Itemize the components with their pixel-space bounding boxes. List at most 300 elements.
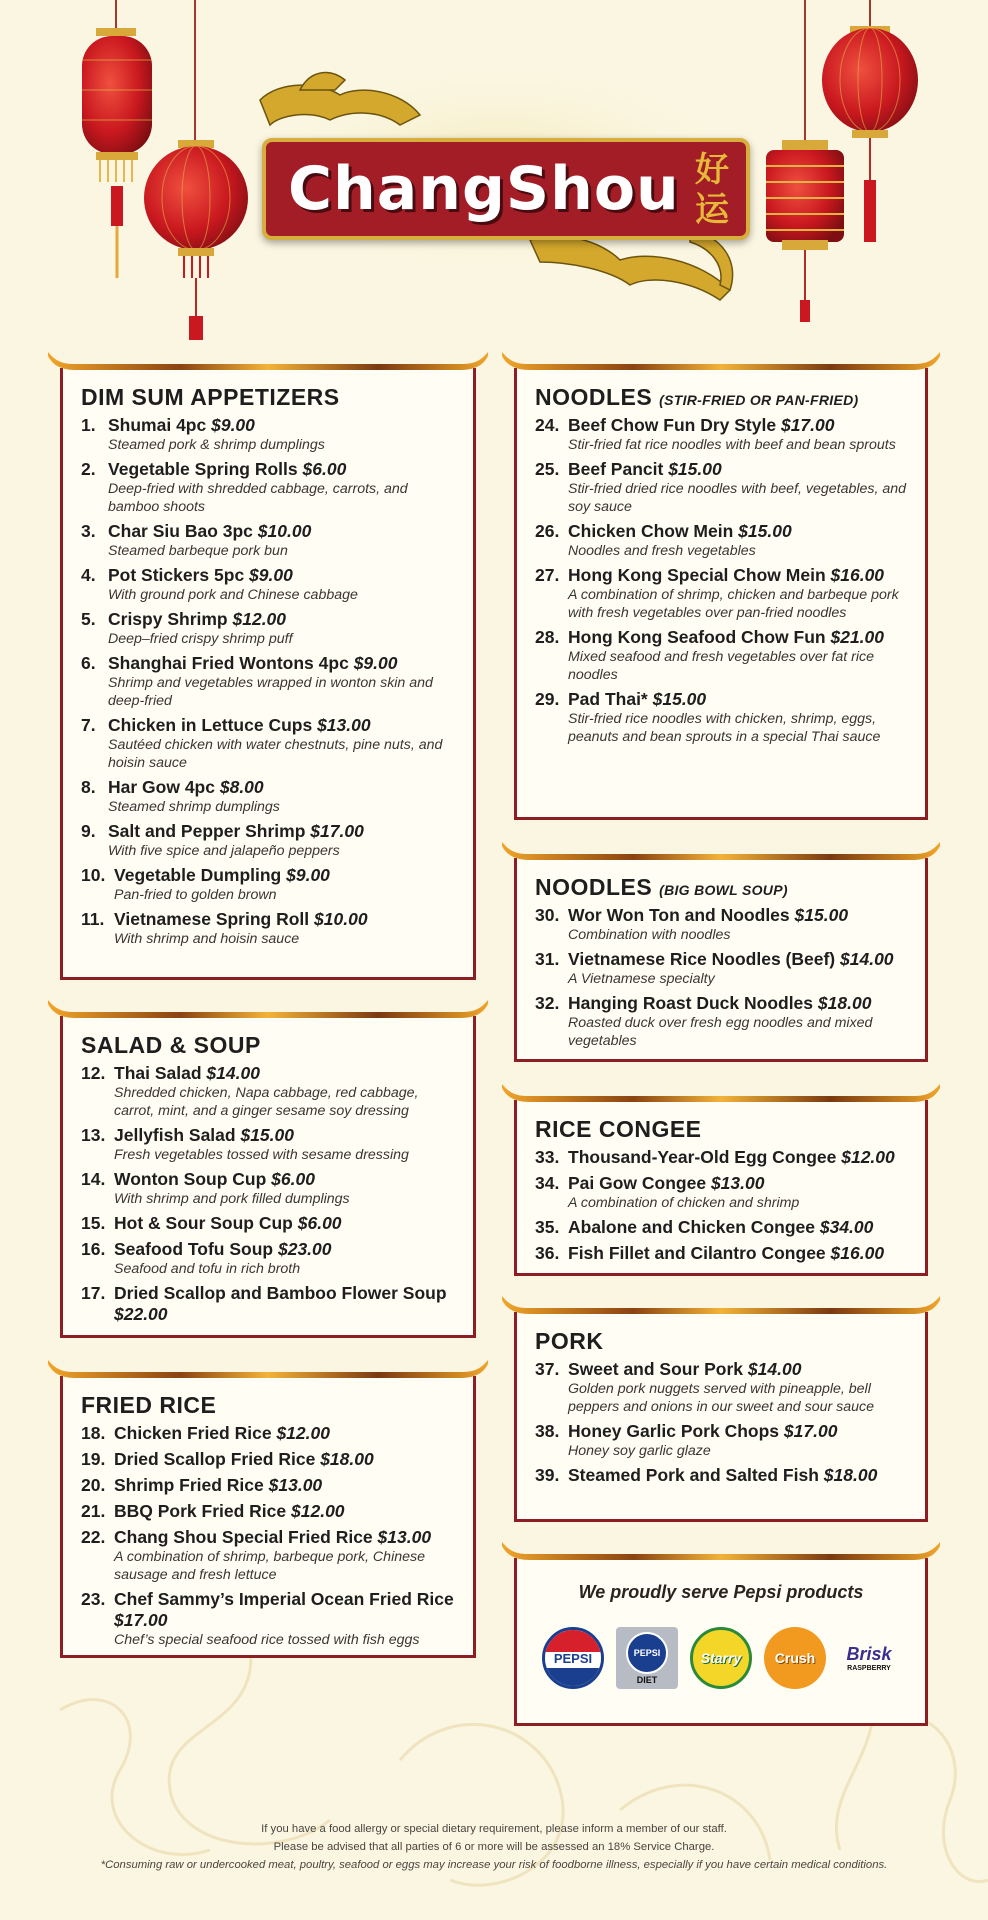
menu-item-name: Hong Kong Seafood Chow Fun xyxy=(568,627,826,647)
menu-item-number: 12. xyxy=(81,1063,106,1083)
menu-item-body xyxy=(108,415,457,454)
menu-item-title xyxy=(108,459,457,480)
menu-item xyxy=(81,1169,457,1208)
pepsi-title: We proudly serve Pepsi products xyxy=(578,1582,864,1602)
menu-item-description: Sautéed chicken with water chestnuts, pine nuts, and hoisin sauce xyxy=(108,737,443,771)
menu-item-number: 36. xyxy=(535,1243,560,1263)
menu-item-number: 14. xyxy=(81,1169,106,1189)
menu-item xyxy=(81,415,457,454)
roof-decoration xyxy=(502,348,940,370)
menu-item-name: Vegetable Dumpling xyxy=(114,865,282,885)
menu-item-name: Char Siu Bao 3pc xyxy=(108,521,253,541)
menu-item-name: Chicken Fried Rice xyxy=(114,1423,272,1443)
menu-item-body xyxy=(114,909,457,948)
menu-item xyxy=(81,1527,457,1584)
menu-item-title xyxy=(114,1213,457,1234)
menu-item-title xyxy=(568,521,909,542)
menu-item xyxy=(81,459,457,516)
menu-item-title xyxy=(114,909,457,930)
menu-item xyxy=(81,865,457,904)
menu-item-price: $15.00 xyxy=(668,459,722,479)
menu-item xyxy=(81,909,457,948)
menu-item-title xyxy=(114,1283,457,1325)
menu-item-name: Chicken in Lettuce Cups xyxy=(108,715,313,735)
menu-item-name: Salt and Pepper Shrimp xyxy=(108,821,306,841)
menu-item-description: Shrimp and vegetables wrapped in wonton skin and deep-fried xyxy=(108,675,433,709)
menu-item-price: $17.00 xyxy=(114,1610,168,1630)
menu-item-title xyxy=(108,565,457,586)
menu-item-title xyxy=(108,715,457,736)
menu-item-title xyxy=(114,1449,457,1470)
menu-item-number: 13. xyxy=(81,1125,106,1145)
menu-item-title xyxy=(114,1501,457,1522)
menu-item xyxy=(535,627,909,684)
roof-decoration xyxy=(48,348,488,370)
menu-item-name: Vegetable Spring Rolls xyxy=(108,459,298,479)
menu-item-number: 11. xyxy=(81,909,105,929)
menu-item-description: A Vietnamese specialty xyxy=(568,971,715,987)
menu-item-description: Mixed seafood and fresh vegetables over fat rice noodles xyxy=(568,649,874,683)
roof-decoration xyxy=(502,1538,940,1560)
menu-item-number: 26. xyxy=(535,521,560,541)
menu-item-body xyxy=(568,1147,909,1168)
menu-item-number: 8. xyxy=(81,777,96,797)
menu-item-price: $13.00 xyxy=(710,1173,765,1193)
menu-item-description: Roasted duck over fresh egg noodles and mixed vegetables xyxy=(568,1015,873,1049)
menu-item xyxy=(535,905,909,944)
menu-item-title xyxy=(114,1169,457,1190)
menu-item-price: $15.00 xyxy=(738,521,792,541)
menu-item-number: 28. xyxy=(535,627,560,647)
menu-item-price: $10.00 xyxy=(257,521,312,541)
menu-item-name: Pad Thai* xyxy=(568,689,648,709)
menu-item-number: 23. xyxy=(81,1589,106,1609)
menu-item-number: 37. xyxy=(535,1359,560,1379)
menu-item-price: $9.00 xyxy=(353,653,398,673)
section-pork xyxy=(514,1312,928,1522)
menu-item-name: Shumai 4pc xyxy=(108,415,207,435)
menu-item-description: Deep–fried crispy shrimp puff xyxy=(108,631,293,647)
menu-item-number: 29. xyxy=(535,689,560,709)
menu-item-body xyxy=(108,609,457,648)
menu-item-body xyxy=(568,949,909,988)
menu-item-description: With five spice and jalapeño peppers xyxy=(108,843,340,859)
menu-item-price: $18.00 xyxy=(320,1449,374,1469)
menu-item-description: With shrimp and pork filled dumplings xyxy=(114,1191,350,1207)
section-title xyxy=(535,874,909,901)
menu-item-body xyxy=(108,715,457,772)
menu-item-price: $16.00 xyxy=(830,1243,885,1263)
menu-item-name: Shanghai Fried Wontons 4pc xyxy=(108,653,349,673)
menu-item-title xyxy=(114,1589,457,1631)
menu-item-body xyxy=(568,1217,909,1238)
menu-item-body xyxy=(568,905,909,944)
menu-item-price: $6.00 xyxy=(271,1169,315,1189)
menu-item xyxy=(535,1465,909,1486)
menu-item xyxy=(535,521,909,560)
menu-item-title xyxy=(568,1147,909,1168)
menu-item-title xyxy=(114,1125,457,1146)
section-fried-rice xyxy=(60,1376,476,1658)
menu-item-number: 17. xyxy=(81,1283,106,1303)
menu-item-name: Pai Gow Congee xyxy=(568,1173,707,1193)
menu-item-number: 5. xyxy=(81,609,96,629)
menu-item-name: Jellyfish Salad xyxy=(114,1125,236,1145)
menu-item-body xyxy=(114,1527,457,1584)
diet-pepsi-logo-label: PEPSI xyxy=(633,1647,661,1658)
menu-item xyxy=(81,1475,457,1496)
menu-item xyxy=(81,715,457,772)
menu-item-price: $6.00 xyxy=(302,459,347,479)
menu-item xyxy=(535,565,909,622)
menu-item-body xyxy=(568,1243,909,1264)
menu-item-description: A combination of shrimp, barbeque pork, Chinese sausage and fresh lettuce xyxy=(114,1549,425,1583)
menu-item-number: 32. xyxy=(535,993,560,1013)
menu-item-body xyxy=(568,415,909,454)
menu-item-description: Steamed barbeque pork bun xyxy=(108,543,288,559)
menu-item-description: Golden pork nuggets served with pineapple, bell peppers and onions in our sweet and sour sauce xyxy=(568,1381,875,1415)
menu-item-price: $17.00 xyxy=(310,821,364,841)
section-title-main: NOODLES xyxy=(535,384,653,410)
menu-item-name: Sweet and Sour Pork xyxy=(568,1359,744,1379)
menu-item xyxy=(535,1147,909,1168)
pepsi-logo xyxy=(542,1627,604,1689)
menu-item-description: Stir-fried rice noodles with chicken, shrimp, eggs, peanuts and bean sprouts in a special Thai sauce xyxy=(568,711,881,745)
menu-item-name: Dried Scallop and Bamboo Flower Soup xyxy=(114,1283,447,1303)
section-subtitle: (BIG BOWL SOUP) xyxy=(659,882,788,898)
menu-item-body xyxy=(568,1465,909,1486)
menu-item xyxy=(81,1423,457,1444)
menu-item-name: Hanging Roast Duck Noodles xyxy=(568,993,814,1013)
menu-item-name: Pot Stickers 5pc xyxy=(108,565,245,585)
section-title: RICE CONGEE xyxy=(535,1116,702,1142)
section-title: SALAD & SOUP xyxy=(81,1032,261,1058)
menu-item-number: 2. xyxy=(81,459,96,479)
menu-item-body xyxy=(568,993,909,1050)
menu-item-number: 4. xyxy=(81,565,96,585)
menu-item-body xyxy=(114,1283,457,1325)
menu-item-title xyxy=(568,689,909,710)
menu-item xyxy=(535,1359,909,1416)
menu-item-price: $14.00 xyxy=(840,949,894,969)
menu-item xyxy=(81,777,457,816)
menu-item xyxy=(535,1421,909,1460)
menu-item-price: $15.00 xyxy=(652,689,707,709)
menu-item-title xyxy=(568,627,909,648)
menu-item-body xyxy=(108,521,457,560)
menu-item-title xyxy=(568,1217,909,1238)
menu-item xyxy=(535,689,909,746)
menu-item-title xyxy=(108,521,457,542)
menu-item xyxy=(81,821,457,860)
menu-item-number: 31. xyxy=(535,949,560,969)
menu-item-price: $12.00 xyxy=(232,609,287,629)
menu-item-number: 3. xyxy=(81,521,96,541)
lantern-icon xyxy=(82,28,152,278)
menu-item-description: Steamed pork & shrimp dumplings xyxy=(108,437,325,453)
menu-item-body xyxy=(114,1063,457,1120)
menu-item-price: $14.00 xyxy=(206,1063,260,1083)
menu-item-price: $10.00 xyxy=(314,909,368,929)
menu-item-body xyxy=(568,521,909,560)
menu-item xyxy=(535,949,909,988)
menu-item-price: $9.00 xyxy=(211,415,255,435)
menu-item-name: Thai Salad xyxy=(114,1063,202,1083)
menu-item-description: Fresh vegetables tossed with sesame dressing xyxy=(114,1147,409,1163)
crush-logo-label: Crush xyxy=(774,1650,816,1666)
menu-item-number: 15. xyxy=(81,1213,106,1233)
menu-item-number: 21. xyxy=(81,1501,106,1521)
menu-item-name: Wor Won Ton and Noodles xyxy=(568,905,790,925)
menu-item-body xyxy=(114,1213,457,1234)
menu-item-name: Hot & Sour Soup Cup xyxy=(114,1213,293,1233)
brand-logos xyxy=(517,1627,925,1689)
menu-item-title xyxy=(108,415,457,436)
footer-disclaimer xyxy=(0,1820,988,1874)
menu-item-name: Chicken Chow Mein xyxy=(568,521,734,541)
allergy-notice: If you have a food allergy or special dietary requirement, please inform a member of our staff. xyxy=(261,1823,727,1835)
menu-item xyxy=(535,1173,909,1212)
menu-item-price: $6.00 xyxy=(297,1213,342,1233)
menu-item-title xyxy=(108,653,457,674)
menu-item-number: 1. xyxy=(81,415,96,435)
menu-item-description: With shrimp and hoisin sauce xyxy=(114,931,300,947)
menu-item-price: $8.00 xyxy=(219,777,264,797)
menu-item-price: $23.00 xyxy=(277,1239,332,1259)
roof-decoration xyxy=(502,1080,940,1102)
diet-pepsi-sub-label: DIET xyxy=(636,1674,658,1685)
restaurant-logo xyxy=(262,138,750,240)
menu-item xyxy=(81,1501,457,1522)
menu-item-name: Dried Scallop Fried Rice xyxy=(114,1449,316,1469)
menu-item-number: 24. xyxy=(535,415,560,435)
menu-item-price: $9.00 xyxy=(286,865,330,885)
menu-item-description: Pan-fried to golden brown xyxy=(114,887,277,903)
menu-item xyxy=(81,1125,457,1164)
menu-item-body xyxy=(568,565,909,622)
roof-decoration xyxy=(48,1356,488,1378)
menu-item-title xyxy=(568,1465,909,1486)
menu-item-price: $34.00 xyxy=(819,1217,874,1237)
menu-item-title xyxy=(568,1421,909,1442)
lantern-icon xyxy=(144,140,248,340)
menu-item xyxy=(535,1243,909,1264)
section-title xyxy=(535,384,909,411)
menu-item-description: Deep-fried with shredded cabbage, carrots, and bamboo shoots xyxy=(108,481,408,515)
menu-item-body xyxy=(108,821,457,860)
section-title: DIM SUM APPETIZERS xyxy=(81,384,340,410)
menu-item-price: $22.00 xyxy=(114,1304,168,1324)
menu-item-description: Steamed shrimp dumplings xyxy=(108,799,280,815)
menu-item xyxy=(81,1449,457,1470)
roof-decoration xyxy=(48,996,488,1018)
menu-item-body xyxy=(568,1173,909,1212)
menu-item-number: 27. xyxy=(535,565,560,585)
roof-decoration xyxy=(502,838,940,860)
menu-item xyxy=(81,609,457,648)
section-noodles-fried xyxy=(514,368,928,820)
section-rice-congee xyxy=(514,1100,928,1276)
logo-chinese-characters: 好运 xyxy=(695,150,729,230)
menu-item-name: Honey Garlic Pork Chops xyxy=(568,1421,780,1441)
menu-item-body xyxy=(568,689,909,746)
menu-item-name: Har Gow 4pc xyxy=(108,777,215,797)
menu-item-number: 34. xyxy=(535,1173,560,1193)
menu-item-title xyxy=(114,1239,457,1260)
menu-item-number: 30. xyxy=(535,905,560,925)
header xyxy=(0,0,988,340)
menu-item xyxy=(81,565,457,604)
menu-item-title xyxy=(108,821,457,842)
menu-item-price: $12.00 xyxy=(276,1423,330,1443)
menu-item xyxy=(81,1283,457,1325)
brisk-sub-label: RASPBERRY xyxy=(847,1665,891,1672)
menu-item-body xyxy=(568,459,909,516)
section-title-main: NOODLES xyxy=(535,874,653,900)
menu-item-body xyxy=(568,627,909,684)
menu-item xyxy=(81,1213,457,1234)
menu-item-price: $17.00 xyxy=(783,1421,838,1441)
menu-item-price: $13.00 xyxy=(317,715,371,735)
menu-item-number: 9. xyxy=(81,821,96,841)
menu-item-body xyxy=(114,1501,457,1522)
brisk-logo xyxy=(838,1627,900,1689)
menu-item-title xyxy=(568,993,909,1014)
section-title: PORK xyxy=(535,1328,604,1354)
menu-item-title xyxy=(108,777,457,798)
menu-item-title xyxy=(568,565,909,586)
menu-item-body xyxy=(568,1421,909,1460)
menu-item-title xyxy=(114,1527,457,1548)
menu-item-body xyxy=(114,1239,457,1278)
menu-item-description: Shredded chicken, Napa cabbage, red cabbage, carrot, mint, and a ginger sesame soy dressing xyxy=(114,1085,419,1119)
menu-item-title xyxy=(568,949,909,970)
menu-item-number: 38. xyxy=(535,1421,560,1441)
consumption-warning: *Consuming raw or undercooked meat, poultry, seafood or eggs may increase your risk of foodborne illness, especially if you have certain medical conditions. xyxy=(100,1859,888,1871)
menu-item-description: Seafood and tofu in rich broth xyxy=(114,1261,301,1277)
menu-item-title xyxy=(108,609,457,630)
menu-item-number: 39. xyxy=(535,1465,560,1485)
menu-item-name: Hong Kong Special Chow Mein xyxy=(568,565,826,585)
menu-item-name: Chang Shou Special Fried Rice xyxy=(114,1527,373,1547)
menu-item-body xyxy=(108,459,457,516)
menu-item-title xyxy=(114,1423,457,1444)
menu-item-title xyxy=(114,1063,457,1084)
pepsi-logo-label: PEPSI xyxy=(553,1650,593,1666)
menu-item-name: Beef Chow Fun Dry Style xyxy=(568,415,777,435)
brisk-logo-label: Brisk xyxy=(846,1644,892,1664)
menu-item-title xyxy=(568,1359,909,1380)
menu-item-number: 10. xyxy=(81,865,106,885)
menu-item-price: $13.00 xyxy=(268,1475,323,1495)
menu-item-description: A combination of shrimp, chicken and barbeque pork with fresh vegetables over pan-fried noodles xyxy=(568,587,899,621)
menu-item-name: Abalone and Chicken Congee xyxy=(568,1217,815,1237)
starry-logo-label: Starry xyxy=(700,1650,742,1666)
menu-item-number: 33. xyxy=(535,1147,560,1167)
menu-item xyxy=(535,1217,909,1238)
menu-item-description: Stir-fried fat rice noodles with beef and bean sprouts xyxy=(568,437,896,453)
menu-item-body xyxy=(108,777,457,816)
menu-item-price: $21.00 xyxy=(830,627,885,647)
menu-item-price: $13.00 xyxy=(377,1527,432,1547)
menu-item-body xyxy=(114,1475,457,1496)
menu-item xyxy=(535,459,909,516)
menu-item-title xyxy=(114,865,457,886)
menu-item xyxy=(81,653,457,710)
menu-item-number: 18. xyxy=(81,1423,106,1443)
section-title: FRIED RICE xyxy=(81,1392,217,1418)
menu-item-title xyxy=(568,1173,909,1194)
section-dim-sum xyxy=(60,368,476,980)
menu-item-number: 20. xyxy=(81,1475,106,1495)
menu-item-name: Seafood Tofu Soup xyxy=(114,1239,274,1259)
menu-item-price: $14.00 xyxy=(747,1359,802,1379)
menu-item-number: 25. xyxy=(535,459,560,479)
menu-item xyxy=(81,1063,457,1120)
menu-item xyxy=(81,521,457,560)
menu-item-name: Shrimp Fried Rice xyxy=(114,1475,264,1495)
menu-item-description: With ground pork and Chinese cabbage xyxy=(108,587,358,603)
service-charge-notice: Please be advised that all parties of 6 or more will be assessed an 18% Service Charge. xyxy=(273,1841,715,1853)
lantern-icon xyxy=(766,140,844,322)
menu-item-body xyxy=(114,865,457,904)
menu-item-price: $12.00 xyxy=(291,1501,345,1521)
menu-item-body xyxy=(114,1125,457,1164)
menu-item xyxy=(535,415,909,454)
section-pepsi-products xyxy=(514,1558,928,1726)
menu-item-title xyxy=(568,459,909,480)
menu-item-body xyxy=(568,1359,909,1416)
menu-item-price: $17.00 xyxy=(780,415,835,435)
menu-item-price: $9.00 xyxy=(249,565,293,585)
menu-item-number: 19. xyxy=(81,1449,106,1469)
menu-item-number: 7. xyxy=(81,715,96,735)
menu-item-number: 22. xyxy=(81,1527,106,1547)
menu-item-name: Wonton Soup Cup xyxy=(114,1169,267,1189)
menu-item-name: Vietnamese Spring Roll xyxy=(114,909,310,929)
menu-item-price: $16.00 xyxy=(830,565,885,585)
menu-item-price: $15.00 xyxy=(794,905,849,925)
menu-item-name: Steamed Pork and Salted Fish xyxy=(568,1465,819,1485)
menu-item-title xyxy=(568,1243,909,1264)
menu-item-description: Stir-fried dried rice noodles with beef, vegetables, and soy sauce xyxy=(568,481,907,515)
menu-item-title xyxy=(568,905,909,926)
menu-item-body xyxy=(108,565,457,604)
menu-item-price: $18.00 xyxy=(823,1465,878,1485)
menu-item-number: 35. xyxy=(535,1217,560,1237)
menu-item-description: A combination of chicken and shrimp xyxy=(568,1195,800,1211)
menu-item-name: Fish Fillet and Cilantro Congee xyxy=(568,1243,826,1263)
menu-item-body xyxy=(114,1589,457,1649)
menu-item-price: $15.00 xyxy=(240,1125,294,1145)
menu-item-description: Chef’s special seafood rice tossed with fish eggs xyxy=(114,1632,420,1648)
menu-item xyxy=(535,993,909,1050)
menu-item-description: Honey soy garlic glaze xyxy=(568,1443,711,1459)
diet-pepsi-logo xyxy=(616,1627,678,1689)
menu-item-name: Thousand-Year-Old Egg Congee xyxy=(568,1147,837,1167)
menu-item-description: Combination with noodles xyxy=(568,927,731,943)
starry-logo xyxy=(690,1627,752,1689)
menu-item-name: Chef Sammy’s Imperial Ocean Fried Rice xyxy=(114,1589,454,1609)
menu-item-body xyxy=(114,1169,457,1208)
menu-item-body xyxy=(108,653,457,710)
menu-item-name: Beef Pancit xyxy=(568,459,664,479)
menu-item-body xyxy=(114,1449,457,1470)
restaurant-name: ChangShou xyxy=(288,154,680,224)
menu-item-name: Vietnamese Rice Noodles (Beef) xyxy=(568,949,836,969)
menu-item-description: Noodles and fresh vegetables xyxy=(568,543,756,559)
menu-item-name: BBQ Pork Fried Rice xyxy=(114,1501,287,1521)
